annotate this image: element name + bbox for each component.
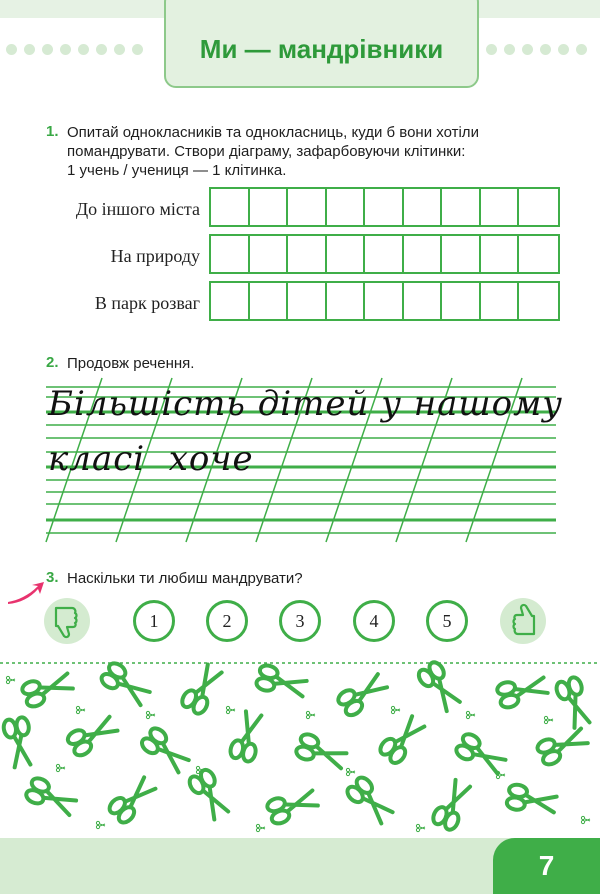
grid-cell[interactable] xyxy=(442,283,481,319)
grid-row-nature[interactable] xyxy=(209,234,560,274)
grid-cell[interactable] xyxy=(327,283,366,319)
grid-cell[interactable] xyxy=(519,236,558,272)
grid-cell[interactable] xyxy=(327,189,366,225)
grid-cell[interactable] xyxy=(288,236,327,272)
dots-right xyxy=(486,44,587,55)
grid-cell[interactable] xyxy=(211,189,250,225)
task2-text: Продовж речення. xyxy=(67,355,195,372)
page-number: 7 xyxy=(493,838,600,894)
row-label-park: В парк розваг xyxy=(94,293,200,313)
grid-cell[interactable] xyxy=(250,283,289,319)
grid-cell[interactable] xyxy=(442,236,481,272)
grid-cell[interactable] xyxy=(288,283,327,319)
grid-row-city[interactable] xyxy=(209,187,560,227)
task1-text-line2: помандрувати. Створи діаграму, зафарбовуючи клітинки: xyxy=(67,143,466,160)
grid-cell[interactable] xyxy=(481,236,520,272)
grid-cell[interactable] xyxy=(211,236,250,272)
grid-cell[interactable] xyxy=(365,236,404,272)
task1-text-line1: Опитай однокласників та однокласниць, куди б вони хотіли xyxy=(67,124,479,141)
arrow-icon xyxy=(6,582,46,606)
thumbs-down-icon[interactable] xyxy=(44,598,90,644)
grid-cell[interactable] xyxy=(288,189,327,225)
scissors-pattern xyxy=(0,660,600,840)
row-label-city: До іншого міста xyxy=(75,199,200,219)
thumbs-up-icon[interactable] xyxy=(500,598,546,644)
page-title: Ми — мандрівники xyxy=(199,34,444,64)
grid-cell[interactable] xyxy=(211,283,250,319)
grid-cell[interactable] xyxy=(404,189,443,225)
grid-cell[interactable] xyxy=(404,283,443,319)
grid-cell[interactable] xyxy=(365,189,404,225)
dots-left xyxy=(6,44,143,55)
grid-cell[interactable] xyxy=(481,283,520,319)
script-line-1: Більшість дітей у нашому xyxy=(48,384,563,424)
rating-option-1[interactable]: 1 xyxy=(133,600,175,642)
task3-text: Наскільки ти любиш мандрувати? xyxy=(67,570,303,587)
grid-cell[interactable] xyxy=(519,283,558,319)
grid-cell[interactable] xyxy=(404,236,443,272)
script-line-2: класі хоче xyxy=(48,439,254,479)
grid-row-park[interactable] xyxy=(209,281,560,321)
grid-cell[interactable] xyxy=(442,189,481,225)
grid-cell[interactable] xyxy=(250,236,289,272)
rating-option-2[interactable]: 2 xyxy=(206,600,248,642)
grid-cell[interactable] xyxy=(481,189,520,225)
rating-scale xyxy=(44,600,556,646)
grid-cell[interactable] xyxy=(519,189,558,225)
task2-number: 2. xyxy=(46,354,59,371)
task1-number: 1. xyxy=(46,123,59,140)
grid-cell[interactable] xyxy=(365,283,404,319)
grid-cell[interactable] xyxy=(250,189,289,225)
task1-text-line3: 1 учень / учениця — 1 клітинка. xyxy=(67,162,287,179)
task3-number: 3. xyxy=(46,569,59,586)
rating-option-5[interactable]: 5 xyxy=(426,600,468,642)
rating-option-3[interactable]: 3 xyxy=(279,600,321,642)
grid-cell[interactable] xyxy=(327,236,366,272)
row-label-nature: На природу xyxy=(110,246,200,266)
rating-option-4[interactable]: 4 xyxy=(353,600,395,642)
